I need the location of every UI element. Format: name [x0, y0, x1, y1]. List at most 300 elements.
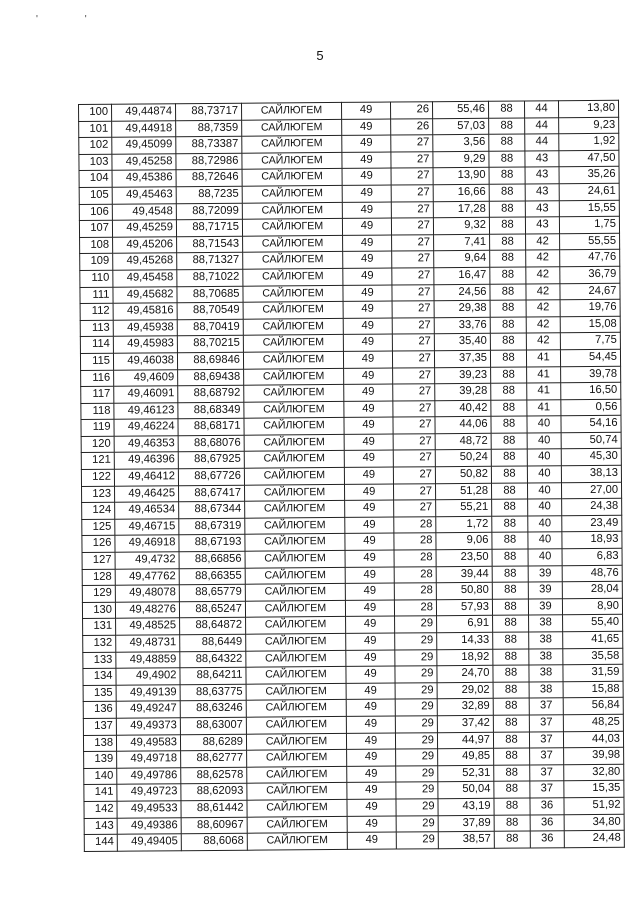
location-name-cell: САЙЛЮГЕМ	[242, 185, 342, 202]
latitude-cell: 49,49247	[116, 701, 180, 718]
scan-marks: ' '	[36, 14, 109, 25]
latitude-cell: 49,46412	[114, 469, 178, 486]
coordinates-table-container	[78, 100, 624, 852]
latitude-cell: 49,45816	[113, 303, 177, 320]
lat-seconds-cell: 39,28	[435, 383, 491, 400]
latitude-cell: 49,46396	[114, 452, 178, 469]
lat-degrees-cell: 49	[347, 832, 396, 849]
lon-degrees-cell: 88	[489, 201, 525, 218]
longitude-cell: 88,69846	[177, 352, 243, 369]
page-number: 5	[316, 48, 324, 63]
lat-degrees-cell: 49	[345, 567, 394, 584]
lat-degrees-cell: 49	[342, 152, 391, 169]
lat-minutes-cell: 27	[393, 367, 435, 384]
lon-minutes-cell: 40	[528, 549, 562, 566]
lat-seconds-cell: 7,41	[434, 234, 490, 251]
point-number-cell: 123	[82, 486, 115, 503]
lat-degrees-cell: 49	[344, 451, 393, 468]
lat-minutes-cell: 27	[393, 400, 435, 417]
latitude-cell: 49,4732	[115, 552, 179, 569]
longitude-cell: 88,7359	[176, 120, 242, 137]
point-number-cell: 104	[79, 171, 112, 188]
lat-minutes-cell: 27	[392, 284, 434, 301]
table-row	[84, 830, 624, 851]
lon-minutes-cell: 40	[527, 449, 561, 466]
lon-minutes-cell: 42	[526, 300, 560, 317]
lat-degrees-cell: 49	[345, 550, 394, 567]
lon-degrees-cell: 88	[492, 599, 528, 616]
point-number-cell: 128	[82, 569, 115, 586]
longitude-cell: 88,71327	[177, 253, 243, 270]
lon-degrees-cell: 88	[490, 250, 526, 267]
location-name-cell: САЙЛЮГЕМ	[243, 285, 343, 302]
point-number-cell: 143	[84, 818, 117, 835]
lat-degrees-cell: 49	[346, 666, 395, 683]
lat-degrees-cell: 49	[342, 119, 391, 136]
latitude-cell: 49,48276	[115, 602, 179, 619]
lon-minutes-cell: 40	[527, 466, 561, 483]
lon-minutes-cell: 39	[528, 565, 562, 582]
latitude-cell: 49,45682	[113, 286, 177, 303]
lat-degrees-cell: 49	[347, 749, 396, 766]
location-name-cell: САЙЛЮГЕМ	[243, 351, 343, 368]
lat-degrees-cell: 49	[343, 351, 392, 368]
lat-seconds-cell: 55,21	[436, 500, 492, 517]
point-number-cell: 106	[79, 204, 112, 221]
point-number-cell: 101	[79, 121, 112, 138]
lat-minutes-cell: 29	[396, 799, 438, 816]
location-name-cell: САЙЛЮГЕМ	[242, 169, 342, 186]
lat-minutes-cell: 29	[396, 782, 438, 799]
longitude-cell: 88,72646	[176, 170, 242, 187]
lon-degrees-cell: 88	[491, 400, 527, 417]
lat-degrees-cell: 49	[343, 285, 392, 302]
lon-minutes-cell: 42	[526, 267, 560, 284]
lat-degrees-cell: 49	[344, 467, 393, 484]
lat-seconds-cell: 37,89	[438, 815, 494, 832]
lon-minutes-cell: 42	[526, 283, 560, 300]
lon-seconds-cell: 15,35	[564, 781, 624, 798]
location-name-cell: САЙЛЮГЕМ	[247, 783, 347, 800]
longitude-cell: 88,7235	[176, 186, 242, 203]
point-number-cell: 124	[82, 502, 115, 519]
lat-minutes-cell: 27	[391, 151, 433, 168]
lat-seconds-cell: 13,90	[433, 168, 489, 185]
point-number-cell: 105	[79, 187, 112, 204]
lat-minutes-cell: 27	[393, 384, 435, 401]
point-number-cell: 133	[83, 652, 116, 669]
lat-degrees-cell: 49	[343, 235, 392, 252]
latitude-cell: 49,46918	[115, 535, 179, 552]
lat-minutes-cell: 28	[394, 600, 436, 617]
longitude-cell: 88,62777	[181, 750, 247, 767]
lon-seconds-cell: 48,76	[562, 565, 622, 582]
lat-seconds-cell: 32,89	[437, 699, 493, 716]
lat-degrees-cell: 49	[344, 484, 393, 501]
location-name-cell: САЙЛЮГЕМ	[243, 335, 343, 352]
lon-degrees-cell: 88	[494, 765, 530, 782]
lon-seconds-cell: 50,74	[561, 432, 621, 449]
latitude-cell: 49,4548	[112, 203, 176, 220]
lon-degrees-cell: 88	[491, 383, 527, 400]
lon-seconds-cell: 16,50	[561, 382, 621, 399]
lon-degrees-cell: 88	[492, 549, 528, 566]
location-name-cell: САЙЛЮГЕМ	[243, 268, 343, 285]
longitude-cell: 88,6068	[181, 833, 247, 850]
lon-minutes-cell: 44	[524, 101, 558, 118]
lat-minutes-cell: 27	[392, 301, 434, 318]
longitude-cell: 88,71022	[177, 269, 243, 286]
latitude-cell: 49,46534	[115, 502, 179, 519]
lat-minutes-cell: 28	[394, 517, 436, 534]
latitude-cell: 49,44918	[112, 120, 176, 137]
point-number-cell: 111	[80, 287, 113, 304]
lat-seconds-cell: 33,76	[434, 317, 490, 334]
point-number-cell: 108	[80, 237, 113, 254]
point-number-cell: 144	[84, 834, 117, 851]
lat-seconds-cell: 16,47	[434, 267, 490, 284]
lon-degrees-cell: 88	[492, 582, 528, 599]
lon-minutes-cell: 38	[529, 615, 563, 632]
latitude-cell: 49,48525	[116, 618, 180, 635]
lat-degrees-cell: 49	[346, 716, 395, 733]
lon-minutes-cell: 42	[526, 250, 560, 267]
location-name-cell: САЙЛЮГЕМ	[247, 816, 347, 833]
location-name-cell: САЙЛЮГЕМ	[244, 401, 344, 418]
latitude-cell: 49,49583	[116, 734, 180, 751]
lon-seconds-cell: 51,92	[564, 797, 624, 814]
point-number-cell: 116	[81, 370, 114, 387]
lat-degrees-cell: 49	[347, 799, 396, 816]
longitude-cell: 88,64322	[180, 651, 246, 668]
latitude-cell: 49,48859	[116, 651, 180, 668]
lat-seconds-cell: 1,72	[436, 516, 492, 533]
lon-minutes-cell: 40	[527, 482, 561, 499]
lat-degrees-cell: 49	[346, 633, 395, 650]
lat-degrees-cell: 49	[344, 401, 393, 418]
lat-minutes-cell: 29	[395, 682, 437, 699]
point-number-cell: 141	[84, 785, 117, 802]
lon-minutes-cell: 43	[525, 200, 559, 217]
point-number-cell: 130	[82, 602, 115, 619]
point-number-cell: 113	[80, 320, 113, 337]
lat-seconds-cell: 50,80	[436, 582, 492, 599]
point-number-cell: 131	[83, 619, 116, 636]
latitude-cell: 49,45983	[113, 336, 177, 353]
lon-degrees-cell: 88	[491, 483, 527, 500]
point-number-cell: 114	[80, 337, 113, 354]
lon-degrees-cell: 88	[493, 615, 529, 632]
point-number-cell: 136	[83, 702, 116, 719]
lat-minutes-cell: 29	[395, 699, 437, 716]
lat-seconds-cell: 52,31	[438, 765, 494, 782]
lon-seconds-cell: 6,83	[562, 548, 622, 565]
location-name-cell: САЙЛЮГЕМ	[247, 766, 347, 783]
lon-minutes-cell: 40	[527, 433, 561, 450]
lon-minutes-cell: 43	[525, 184, 559, 201]
lat-degrees-cell: 49	[346, 616, 395, 633]
lon-seconds-cell: 15,55	[559, 200, 619, 217]
longitude-cell: 88,70419	[177, 319, 243, 336]
lon-degrees-cell: 88	[492, 566, 528, 583]
point-number-cell: 112	[80, 303, 113, 320]
lon-minutes-cell: 37	[530, 764, 564, 781]
lon-degrees-cell: 88	[493, 715, 529, 732]
point-number-cell: 103	[79, 154, 112, 171]
lon-minutes-cell: 43	[525, 151, 559, 168]
lon-seconds-cell: 0,56	[561, 399, 621, 416]
lon-degrees-cell: 88	[493, 698, 529, 715]
latitude-cell: 49,44874	[112, 104, 176, 121]
lon-minutes-cell: 39	[528, 599, 562, 616]
longitude-cell: 88,64872	[180, 618, 246, 635]
lat-seconds-cell: 57,03	[433, 118, 489, 135]
lat-minutes-cell: 29	[395, 666, 437, 683]
lon-minutes-cell: 41	[527, 383, 561, 400]
lon-seconds-cell: 28,04	[562, 581, 622, 598]
longitude-cell: 88,63007	[180, 717, 246, 734]
location-name-cell: САЙЛЮГЕМ	[245, 550, 345, 567]
latitude-cell: 49,45463	[112, 187, 176, 204]
latitude-cell: 49,4902	[116, 668, 180, 685]
longitude-cell: 88,67726	[178, 468, 244, 485]
lat-seconds-cell: 14,33	[437, 632, 493, 649]
lat-degrees-cell: 49	[341, 102, 390, 119]
lon-minutes-cell: 36	[530, 798, 564, 815]
lon-seconds-cell: 1,92	[559, 133, 619, 150]
lon-degrees-cell: 88	[489, 118, 525, 135]
lat-seconds-cell: 17,28	[433, 201, 489, 218]
lat-seconds-cell: 29,02	[437, 682, 493, 699]
lon-seconds-cell: 35,58	[563, 648, 623, 665]
lat-minutes-cell: 28	[394, 583, 436, 600]
lat-minutes-cell: 27	[393, 483, 435, 500]
longitude-cell: 88,73717	[176, 103, 242, 120]
lat-minutes-cell: 27	[392, 334, 434, 351]
lon-degrees-cell: 88	[492, 499, 528, 516]
latitude-cell: 49,45258	[112, 154, 176, 171]
lat-degrees-cell: 49	[342, 202, 391, 219]
longitude-cell: 88,71543	[177, 236, 243, 253]
latitude-cell: 49,46715	[115, 519, 179, 536]
lat-degrees-cell: 49	[345, 500, 394, 517]
lat-degrees-cell: 49	[345, 583, 394, 600]
location-name-cell: САЙЛЮГЕМ	[242, 119, 342, 136]
location-name-cell: САЙЛЮГЕМ	[243, 302, 343, 319]
lat-minutes-cell: 29	[395, 732, 437, 749]
longitude-cell: 88,62578	[181, 767, 247, 784]
point-number-cell: 115	[80, 353, 113, 370]
lat-degrees-cell: 49	[347, 766, 396, 783]
location-name-cell: САЙЛЮГЕМ	[244, 434, 344, 451]
location-name-cell: САЙЛЮГЕМ	[245, 501, 345, 518]
lat-seconds-cell: 35,40	[434, 334, 490, 351]
lon-seconds-cell: 19,76	[560, 299, 620, 316]
lon-degrees-cell: 88	[490, 317, 526, 334]
latitude-cell: 49,46425	[115, 485, 179, 502]
lat-seconds-cell: 39,44	[436, 566, 492, 583]
lon-degrees-cell: 88	[489, 184, 525, 201]
longitude-cell: 88,67319	[179, 518, 245, 535]
lat-seconds-cell: 50,24	[435, 450, 491, 467]
point-number-cell: 121	[81, 453, 114, 470]
latitude-cell: 49,49533	[117, 801, 181, 818]
lat-seconds-cell: 49,85	[438, 748, 494, 765]
location-name-cell: САЙЛЮГЕМ	[245, 517, 345, 534]
lat-minutes-cell: 27	[393, 417, 435, 434]
lat-degrees-cell: 49	[342, 185, 391, 202]
lon-seconds-cell: 35,26	[559, 167, 619, 184]
location-name-cell: САЙЛЮГЕМ	[244, 451, 344, 468]
latitude-cell: 49,46038	[113, 353, 177, 370]
latitude-cell: 49,49373	[116, 718, 180, 735]
lon-minutes-cell: 44	[525, 134, 559, 151]
longitude-cell: 88,65247	[179, 601, 245, 618]
point-number-cell: 110	[80, 270, 113, 287]
longitude-cell: 88,67344	[179, 501, 245, 518]
lat-degrees-cell: 49	[343, 334, 392, 351]
longitude-cell: 88,72986	[176, 153, 242, 170]
lon-degrees-cell: 88	[493, 665, 529, 682]
location-name-cell: САЙЛЮГЕМ	[246, 617, 346, 634]
lon-seconds-cell: 39,98	[564, 747, 624, 764]
location-name-cell: САЙЛЮГЕМ	[244, 484, 344, 501]
lon-degrees-cell: 88	[490, 284, 526, 301]
location-name-cell: САЙЛЮГЕМ	[242, 219, 342, 236]
lon-degrees-cell: 88	[490, 333, 526, 350]
lat-seconds-cell: 48,72	[435, 433, 491, 450]
lat-minutes-cell: 27	[392, 317, 434, 334]
location-name-cell: САЙЛЮГЕМ	[247, 833, 347, 850]
lon-seconds-cell: 1,75	[559, 216, 619, 233]
lat-degrees-cell: 49	[343, 251, 392, 268]
location-name-cell: САЙЛЮГЕМ	[243, 318, 343, 335]
lon-seconds-cell: 45,30	[561, 449, 621, 466]
location-name-cell: САЙЛЮГЕМ	[246, 700, 346, 717]
point-number-cell: 120	[81, 436, 114, 453]
location-name-cell: САЙЛЮГЕМ	[244, 385, 344, 402]
latitude-cell: 49,45458	[113, 270, 177, 287]
latitude-cell: 49,46224	[114, 419, 178, 436]
lon-minutes-cell: 40	[528, 516, 562, 533]
lon-degrees-cell: 88	[489, 134, 525, 151]
lat-degrees-cell: 49	[344, 434, 393, 451]
lat-degrees-cell: 49	[345, 533, 394, 550]
lon-degrees-cell: 88	[489, 217, 525, 234]
lon-minutes-cell: 39	[528, 582, 562, 599]
lat-minutes-cell: 27	[391, 135, 433, 152]
longitude-cell: 88,6449	[180, 634, 246, 651]
location-name-cell: САЙЛЮГЕМ	[244, 368, 344, 385]
point-number-cell: 122	[81, 469, 114, 486]
point-number-cell: 107	[79, 220, 112, 237]
longitude-cell: 88,60967	[181, 817, 247, 834]
lon-minutes-cell: 36	[530, 831, 564, 848]
lat-seconds-cell: 43,19	[438, 798, 494, 815]
lat-minutes-cell: 28	[394, 566, 436, 583]
lat-minutes-cell: 27	[391, 185, 433, 202]
lat-minutes-cell: 29	[395, 716, 437, 733]
lon-minutes-cell: 44	[525, 117, 559, 134]
lon-seconds-cell: 24,67	[560, 283, 620, 300]
lon-seconds-cell: 13,80	[558, 100, 618, 117]
latitude-cell: 49,45259	[112, 220, 176, 237]
lon-seconds-cell: 48,25	[563, 714, 623, 731]
lon-degrees-cell: 88	[489, 167, 525, 184]
lon-minutes-cell: 43	[525, 217, 559, 234]
lon-minutes-cell: 37	[529, 715, 563, 732]
lat-seconds-cell: 9,06	[436, 533, 492, 550]
lat-seconds-cell: 29,38	[434, 300, 490, 317]
latitude-cell: 49,49139	[116, 684, 180, 701]
lon-minutes-cell: 40	[527, 416, 561, 433]
lon-degrees-cell: 88	[491, 449, 527, 466]
lon-degrees-cell: 88	[490, 350, 526, 367]
latitude-cell: 49,45386	[112, 170, 176, 187]
point-number-cell: 142	[84, 801, 117, 818]
point-number-cell: 102	[79, 137, 112, 154]
lon-minutes-cell: 37	[529, 731, 563, 748]
latitude-cell: 49,49786	[117, 767, 181, 784]
latitude-cell: 49,48078	[115, 585, 179, 602]
location-name-cell: САЙЛЮГЕМ	[244, 467, 344, 484]
longitude-cell: 88,72099	[176, 203, 242, 220]
lon-degrees-cell: 88	[491, 466, 527, 483]
point-number-cell: 117	[81, 386, 114, 403]
longitude-cell: 88,70685	[177, 286, 243, 303]
lat-minutes-cell: 27	[393, 467, 435, 484]
lat-minutes-cell: 27	[393, 434, 435, 451]
location-name-cell: САЙЛЮГЕМ	[241, 102, 341, 119]
longitude-cell: 88,68349	[178, 402, 244, 419]
lon-seconds-cell: 47,50	[559, 150, 619, 167]
point-number-cell: 126	[82, 536, 115, 553]
lon-seconds-cell: 55,55	[560, 233, 620, 250]
longitude-cell: 88,68171	[178, 418, 244, 435]
lon-minutes-cell: 37	[530, 748, 564, 765]
lat-minutes-cell: 27	[392, 251, 434, 268]
point-number-cell: 100	[79, 104, 112, 121]
longitude-cell: 88,66856	[179, 551, 245, 568]
lat-degrees-cell: 49	[344, 417, 393, 434]
location-name-cell: САЙЛЮГЕМ	[246, 733, 346, 750]
lon-seconds-cell: 24,38	[562, 498, 622, 515]
lat-degrees-cell: 49	[347, 816, 396, 833]
lon-degrees-cell: 88	[493, 732, 529, 749]
lon-degrees-cell: 88	[491, 433, 527, 450]
latitude-cell: 49,45268	[113, 253, 177, 270]
lat-minutes-cell: 27	[391, 168, 433, 185]
location-name-cell: САЙЛЮГЕМ	[242, 136, 342, 153]
lon-minutes-cell: 41	[527, 366, 561, 383]
lon-seconds-cell: 24,61	[559, 183, 619, 200]
point-number-cell: 129	[82, 585, 115, 602]
lat-seconds-cell: 50,82	[435, 466, 491, 483]
lon-degrees-cell: 88	[493, 632, 529, 649]
lat-degrees-cell: 49	[344, 384, 393, 401]
lon-degrees-cell: 88	[493, 649, 529, 666]
latitude-cell: 49,45206	[113, 236, 177, 253]
lon-degrees-cell: 88	[494, 748, 530, 765]
point-number-cell: 118	[81, 403, 114, 420]
lon-degrees-cell: 88	[492, 516, 528, 533]
lon-seconds-cell: 8,90	[562, 598, 622, 615]
longitude-cell: 88,68076	[178, 435, 244, 452]
point-number-cell: 109	[80, 254, 113, 271]
location-name-cell: САЙЛЮГЕМ	[244, 418, 344, 435]
longitude-cell: 88,6289	[180, 734, 246, 751]
lon-seconds-cell: 54,16	[561, 416, 621, 433]
